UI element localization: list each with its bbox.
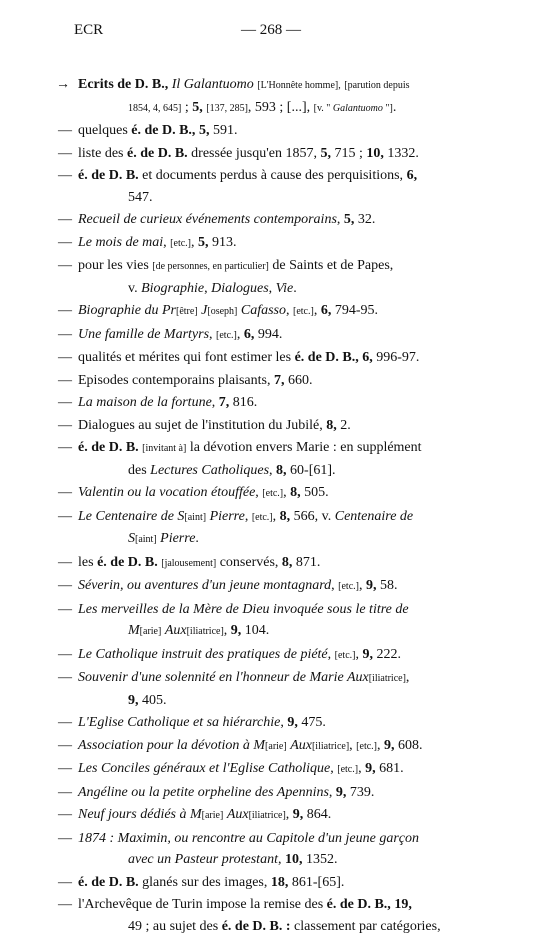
entry-line: Souvenir d'une solennité en l'honneur de Marie Aux[iliatrice], xyxy=(78,670,410,685)
index-entry xyxy=(56,828,504,871)
entry-dash: — xyxy=(58,440,72,455)
entry-dash: — xyxy=(58,303,72,318)
index-entry xyxy=(56,804,504,827)
entry-dash: — xyxy=(58,554,72,570)
entry-dash: — xyxy=(58,372,72,388)
entry-dash: — xyxy=(58,646,72,662)
entry-line: pour les vies [de personnes, en particulier] de Saints et de Papes, xyxy=(78,258,394,273)
index-entry xyxy=(56,370,504,392)
entry-dash: — xyxy=(58,578,72,593)
entry-line: Episodes contemporains plaisants, 7, 660. xyxy=(78,372,313,388)
page-number: — 268 — xyxy=(241,22,301,38)
index-entry xyxy=(56,599,504,643)
entry-continuation: S[aint] Pierre. xyxy=(128,531,199,546)
entry-dash: — xyxy=(58,350,72,365)
entry-dash: — xyxy=(58,417,72,433)
entry-dash: — xyxy=(58,670,72,685)
entry-dash: — xyxy=(58,258,72,273)
entry-dash: — xyxy=(58,212,72,227)
index-entry xyxy=(56,644,504,667)
entry-line: 1874 : Maximin, ou rencontre au Capitole d'un jeune garçon xyxy=(78,830,420,846)
index-entry xyxy=(56,255,504,299)
entry-dash: — xyxy=(58,784,72,800)
entry-dash: — xyxy=(58,715,72,730)
index-entry xyxy=(56,300,504,323)
index-entry xyxy=(56,143,504,165)
entry-dash: — xyxy=(58,234,72,250)
entry-dash: — xyxy=(58,761,72,776)
entry-dash: — xyxy=(58,601,72,617)
index-entry xyxy=(56,437,504,481)
entry-continuation: des Lectures Catholiques, 8, 60-[61]. xyxy=(128,462,336,478)
entry-dash: — xyxy=(58,897,72,912)
entry-dash: — xyxy=(58,395,72,410)
entry-line: Dialogues au sujet de l'institution du Jubilé, 8, 2. xyxy=(78,417,351,433)
entry-continuation: 49 ; au sujet des é. de D. B. : classement par catégories, xyxy=(128,918,441,934)
arrow-icon: → xyxy=(56,77,70,92)
entry-continuation: M[arie] Aux[iliatrice], 9, 104. xyxy=(128,623,270,638)
index-entry xyxy=(56,482,504,505)
entry-dash: — xyxy=(58,737,72,753)
entry-line: Les merveilles de la Mère de Dieu invoquée sous le titre de xyxy=(78,601,409,617)
entry-dash: — xyxy=(58,508,72,524)
entry-line: l'Archevêque de Turin impose la remise des é. de D. B., 19, xyxy=(78,897,412,912)
index-entry xyxy=(56,758,504,781)
entry-dash: — xyxy=(58,485,72,500)
entry-line: Neuf jours dédiés à M[arie] Aux[iliatrice], 9, 864. xyxy=(78,807,332,822)
entry-line: Biographie du Pr[être] J[oseph] Cafasso, [etc.], 6, 794-95. xyxy=(78,303,378,318)
index-entry xyxy=(56,782,504,804)
entry-line: Association pour la dévotion à M[arie] Aux[iliatrice], [etc.], 9, 608. xyxy=(78,737,423,753)
entry-dash: — xyxy=(58,807,72,822)
entry-line: Les Conciles généraux et l'Eglise Catholique, [etc.], 9, 681. xyxy=(78,761,404,776)
entry-line: quelques é. de D. B., 5, 591. xyxy=(78,123,238,138)
index-entry xyxy=(56,735,504,758)
entry-line: liste des é. de D. B. dressée jusqu'en 1857, 5, 715 ; 10, 1332. xyxy=(78,145,419,161)
running-header: ECR xyxy=(74,22,104,38)
entry-continuation: avec un Pasteur protestant, 10, 1352. xyxy=(128,852,338,867)
index-entry xyxy=(56,165,504,208)
entry-line: La maison de la fortune, 7, 816. xyxy=(78,395,258,410)
entry-line: Le Catholique instruit des pratiques de piété, [etc.], 9, 222. xyxy=(78,646,401,662)
entry-line: L'Eglise Catholique et sa hiérarchie, 9, 475. xyxy=(78,715,326,730)
index-entry xyxy=(56,575,504,598)
entry-continuation: v. Biographie, Dialogues, Vie. xyxy=(128,280,297,296)
entry-continuation: 9, 405. xyxy=(128,692,167,708)
index-entry xyxy=(56,667,504,711)
index-entry xyxy=(56,872,504,894)
entry-dash: — xyxy=(58,123,72,138)
entry-dash: — xyxy=(58,145,72,161)
entry-line: qualités et mérites qui font estimer les é. de D. B., 6, 996-97. xyxy=(78,350,420,365)
entry-line: Le mois de mai, [etc.], 5, 913. xyxy=(78,234,237,250)
index-entry xyxy=(56,232,504,255)
entry-line: Ecrits de D. B., Il Galantuomo [L'Honnête homme], [parution depuis xyxy=(78,77,410,92)
entry-line: Une famille de Martyrs, [etc.], 6, 994. xyxy=(78,326,283,342)
entry-dash: — xyxy=(58,326,72,342)
index-entry xyxy=(56,392,504,414)
entry-line: Recueil de curieux événements contemporains, 5, 32. xyxy=(78,212,376,227)
entry-continuation: 1854, 4, 645] ; 5, [137, 285], 593 ; [...], [v. " Galantuomo "]. xyxy=(128,99,397,115)
index-entry xyxy=(56,120,504,142)
entry-line: é. de D. B. [invitant à] la dévotion envers Marie : en supplément xyxy=(78,440,422,455)
index-entries xyxy=(56,74,504,938)
index-entry xyxy=(56,894,504,937)
entry-line: é. de D. B. et documents perdus à cause des perquisitions, 6, xyxy=(78,168,418,183)
index-entry xyxy=(56,552,504,575)
entry-line: Angéline ou la petite orpheline des Apennins, 9, 739. xyxy=(78,784,375,800)
entry-dash: — xyxy=(58,168,72,183)
index-entry xyxy=(56,74,504,119)
index-entry xyxy=(56,324,504,347)
entry-continuation: 547. xyxy=(128,189,153,205)
entry-line: les é. de D. B. [jalousement] conservés, 8, 871. xyxy=(78,554,321,570)
entry-line: Valentin ou la vocation étouffée, [etc.], 8, 505. xyxy=(78,485,329,500)
index-entry xyxy=(56,506,504,551)
index-entry xyxy=(56,415,504,437)
entry-dash: — xyxy=(58,874,72,890)
entry-line: Séverin, ou aventures d'un jeune montagnard, [etc.], 9, 58. xyxy=(78,578,398,593)
index-entry xyxy=(56,347,504,369)
entry-line: é. de D. B. glanés sur des images, 18, 861-[65]. xyxy=(78,874,345,890)
entry-dash: — xyxy=(58,830,72,846)
entry-line: Le Centenaire de S[aint] Pierre, [etc.], 8, 566, v. Centenaire de xyxy=(78,508,414,524)
index-entry xyxy=(56,712,504,734)
index-entry xyxy=(56,209,504,231)
